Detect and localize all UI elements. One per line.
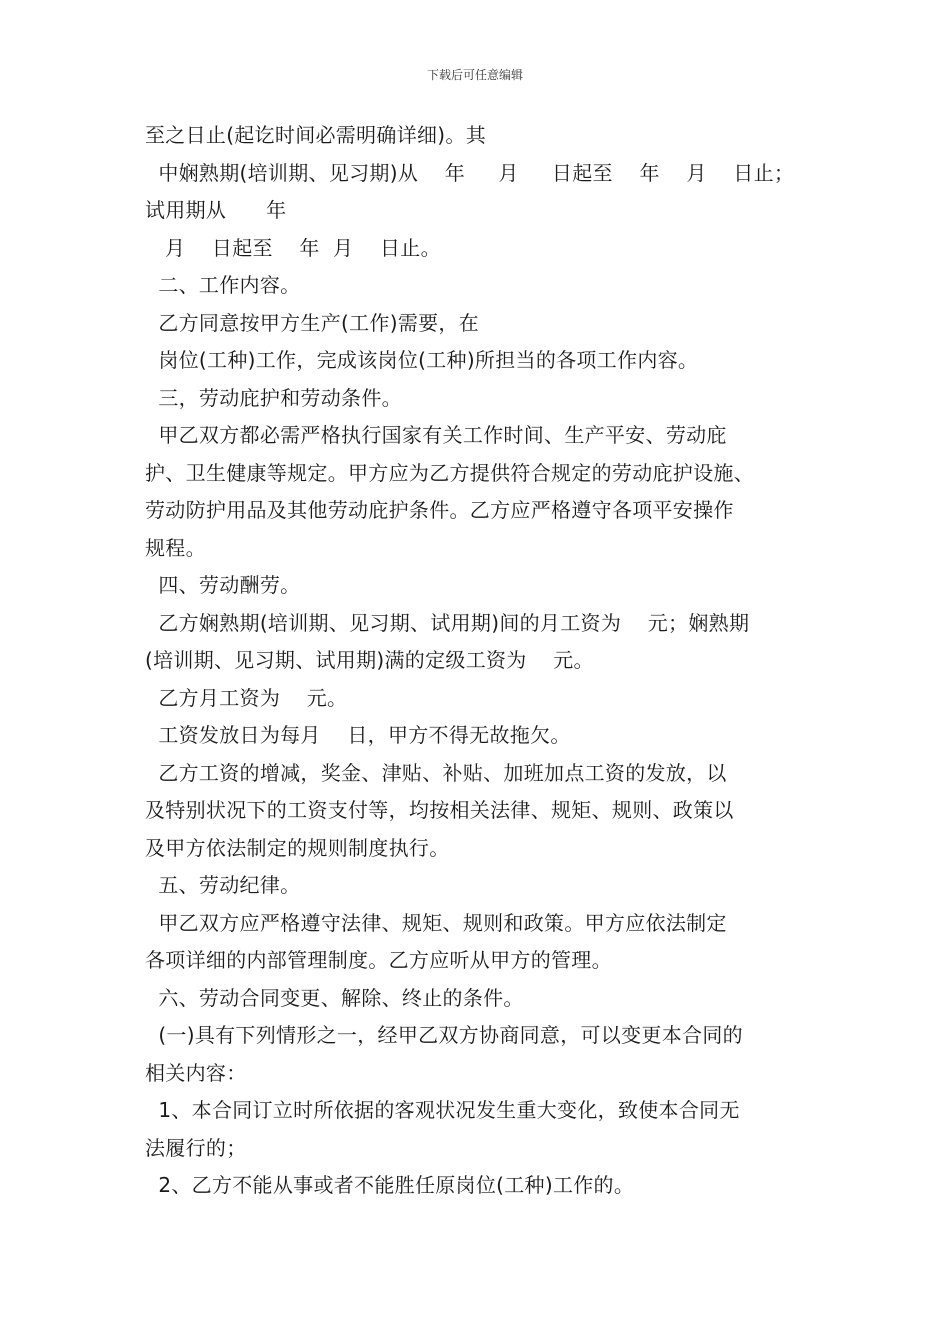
text-line: 甲乙双方应严格遵守法律、规矩、规则和政策。甲方应依法制定: [145, 910, 727, 935]
text-line: 月 日起至 年 月 日止。: [145, 235, 441, 260]
text-line: 各项详细的内部管理制度。乙方应听从甲方的管理。: [145, 948, 612, 972]
text-line: 法履行的；: [145, 1135, 247, 1160]
text-line: 护、卫生健康等规定。甲方应为乙方提供符合规定的劳动庇护设施、: [145, 460, 754, 485]
document-body: [145, 117, 815, 1205]
text-line: 乙方月工资为 元。: [145, 685, 348, 710]
text-line: (培训期、见习期、试用期)满的定级工资为 元。: [145, 648, 594, 672]
text-line: 试用期从 年: [145, 198, 287, 222]
section-heading: 二、工作内容。: [145, 273, 301, 297]
text-line: 1、本合同订立时所依据的客观状况发生重大变化，致使本合同无: [145, 1098, 740, 1122]
text-line: 岗位(工种)工作，完成该岗位(工种)所担当的各项工作内容。: [145, 348, 699, 372]
text-line: 及特别状况下的工资支付等，均按相关法律、规矩、规则、政策以: [145, 798, 734, 822]
text-line: 乙方同意按甲方生产(工作)需要，在: [145, 310, 480, 335]
text-line: 相关内容：: [145, 1060, 247, 1085]
text-line: 规程。: [145, 535, 206, 560]
section-heading: 四、劳动酬劳。: [145, 573, 301, 597]
section-heading: 六、劳动合同变更、解除、终止的条件。: [145, 985, 524, 1010]
section-heading: 五、劳动纪律。: [145, 873, 301, 897]
section-heading: 三，劳动庇护和劳动条件。: [145, 385, 402, 410]
text-line: 2、乙方不能从事或者不能胜任原岗位(工种)工作的。: [145, 1173, 635, 1197]
text-line: 乙方娴熟期(培训期、见习期、试用期)间的月工资为 元；娴熟期: [145, 610, 750, 635]
text-line: 劳动防护用品及其他劳动庇护条件。乙方应严格遵守各项平安操作: [145, 498, 734, 522]
text-line: 至之日止(起讫时间必需明确详细)。其: [145, 123, 487, 147]
text-line: 及甲方依法制定的规则制度执行。: [145, 835, 450, 860]
text-line: 乙方工资的增减，奖金、津贴、补贴、加班加点工资的发放，以: [145, 760, 727, 785]
text-line: 中娴熟期(培训期、见习期)从 年 月 日起至 年 月 日止；: [145, 160, 795, 185]
text-line: 工资发放日为每月 日，甲方不得无故拖欠。: [145, 723, 571, 747]
page-header: 下载后可任意编辑: [426, 68, 523, 82]
text-line: 甲乙双方都必需严格执行国家有关工作时间、生产平安、劳动庇: [145, 423, 727, 447]
text-line: (一)具有下列情形之一，经甲乙双方协商同意，可以变更本合同的: [145, 1023, 743, 1047]
